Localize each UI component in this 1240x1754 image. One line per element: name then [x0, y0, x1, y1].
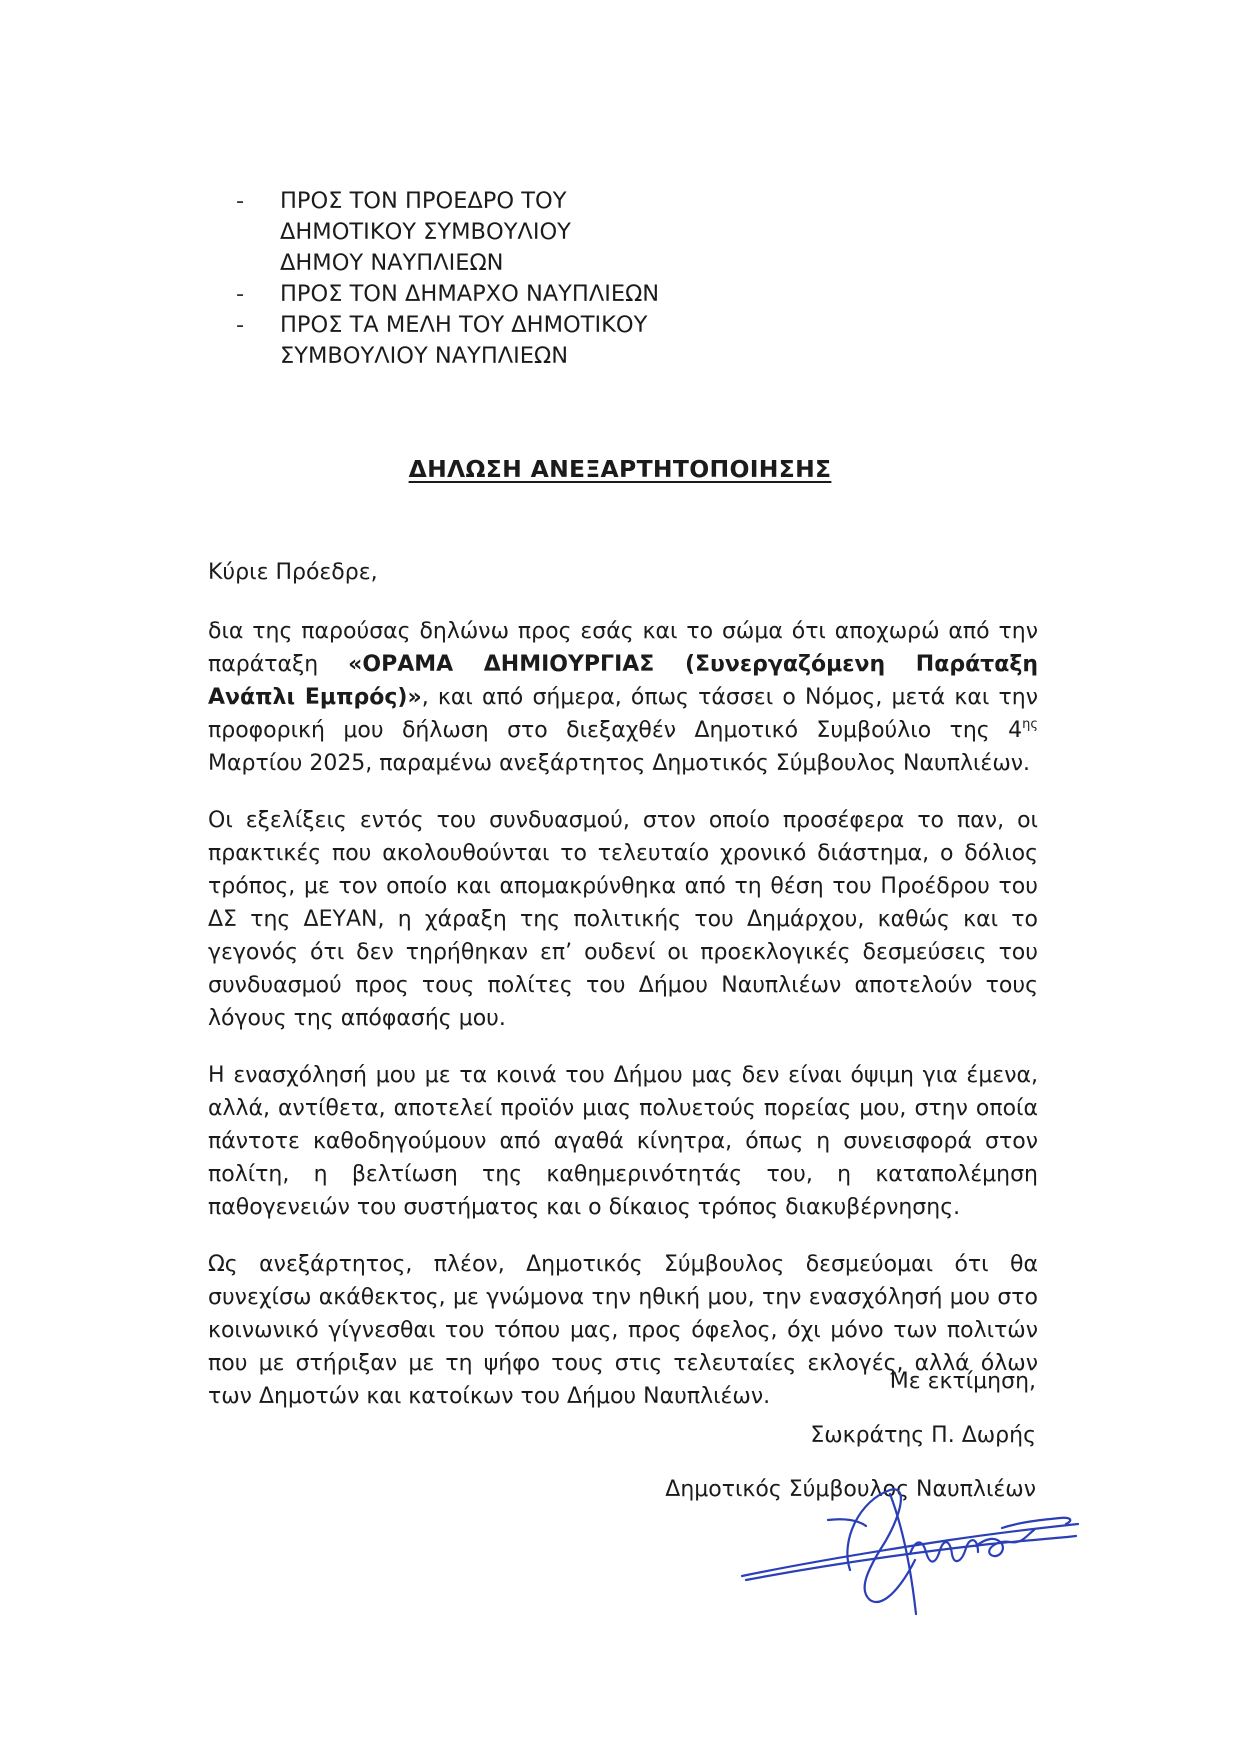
paragraph — [208, 615, 1038, 780]
recipient-line: ΔΗΜΟΤΙΚΟΥ ΣΥΜΒΟΥΛΙΟΥ — [280, 219, 571, 245]
recipient-line: ΠΡΟΣ ΤΟΝ ΔΗΜΑΡΧΟ ΝΑΥΠΛΙΕΩΝ — [280, 281, 660, 307]
document-title: ΔΗΛΩΣΗ ΑΝΕΞΑΡΤΗΤΟΠΟΙΗΣΗΣ — [408, 455, 832, 483]
recipient-item — [236, 279, 936, 310]
recipients-list — [236, 186, 936, 372]
party-name: «ΟΡΑΜΑ ΔΗΜΙΟΥΡΓΙΑΣ (Συνεργαζόμενη Παράταξη Ανάπλι Εμπρός)» — [208, 652, 1038, 710]
ordinal-superscript: ης — [1022, 717, 1038, 732]
paragraph-text: Μαρτίου 2025, παραμένω ανεξάρτητος Δημοτικός Σύμβουλος Ναυπλιέων. — [208, 751, 1031, 776]
paragraph-text: δια της παρούσας δηλώνω προς εσάς και το σώμα ότι αποχωρώ από την παράταξη — [208, 619, 1038, 677]
recipient-line: ΣΥΜΒΟΥΛΙΟΥ ΝΑΥΠΛΙΕΩΝ — [280, 343, 569, 369]
closing-regards: Με εκτίμηση, — [889, 1369, 1036, 1394]
paragraph: Ως ανεξάρτητος, πλέον, Δημοτικός Σύμβουλος δεσμεύομαι ότι θα συνεχίσω ακάθεκτος, με γνώμονα την ηθική μου, την ενασχόλησή μου στο κοινωνικό γίγνεσθαι του τόπου μας, προς όφελος, όχι μόνο των πολιτών που με στήριξαν με τη ψήφο τους στις τελευταίες εκλογές, αλλά όλων των Δημοτών και κατοίκων του Δήμου Ναυπλιέων. — [208, 1252, 1038, 1409]
list-dash: - — [236, 281, 245, 307]
letter-body — [208, 556, 1038, 1437]
recipient-item — [236, 310, 936, 372]
paragraph-text: , και από σήμερα, όπως τάσσει ο Νόμος, μετά και την προφορική μου δήλωση στο διεξαχθέν Δημοτικό Συμβούλιο της 4 — [208, 685, 1038, 743]
recipient-line: ΔΗΜΟΥ ΝΑΥΠΛΙΕΩΝ — [280, 250, 504, 276]
recipient-line: ΠΡΟΣ ΤΑ ΜΕΛΗ ΤΟΥ ΔΗΜΟΤΙΚΟΥ — [280, 312, 648, 338]
list-dash: - — [236, 312, 245, 338]
paragraph: Οι εξελίξεις εντός του συνδυασμού, στον οποίο προσέφερα το παν, οι πρακτικές που ακολουθούνται το τελευταίο χρονικό διάστημα, ο δόλιος τρόπος, με τον οποίο και απομακρύνθηκα από τη θέση του Προέδρου του ΔΣ της ΔΕΥΑΝ, η χάραξη της πολιτικής του Δημάρχου, καθώς και το γεγονός ότι δεν τηρήθηκαν επ’ ουδενί οι προεκλογικές δεσμεύσεις του συνδυασμού προς τους πολίτες του Δήμου Ναυπλιέων αποτελούν τους λόγους της απόφασής μου. — [208, 808, 1038, 1031]
paragraph: Η ενασχόλησή μου με τα κοινά του Δήμου μας δεν είναι όψιμη για έμενα, αλλά, αντίθετα, αποτελεί προϊόν μιας πολυετούς πορείας μου, στην οποία πάντοτε καθοδηγούμουν από αγαθά κίνητρα, όπως η συνεισφορά στον πολίτη, η βελτίωση της καθημερινότητάς του, η καταπολέμηση παθογενειών του συστήματος και ο δίκαιος τρόπος διακυβέρνησης. — [208, 1063, 1038, 1220]
signer-name: Σωκράτης Π. Δωρής — [810, 1423, 1036, 1448]
salutation: Κύριε Πρόεδρε, — [208, 560, 378, 585]
recipient-item — [236, 186, 936, 279]
recipient-line: ΠΡΟΣ ΤΟΝ ΠΡΟΕΔΡΟ ΤΟΥ — [280, 188, 567, 214]
signer-position: Δημοτικός Σύμβουλος Ναυπλιέων — [665, 1477, 1036, 1502]
handwritten-signature — [740, 1480, 1080, 1620]
list-dash: - — [236, 188, 245, 214]
